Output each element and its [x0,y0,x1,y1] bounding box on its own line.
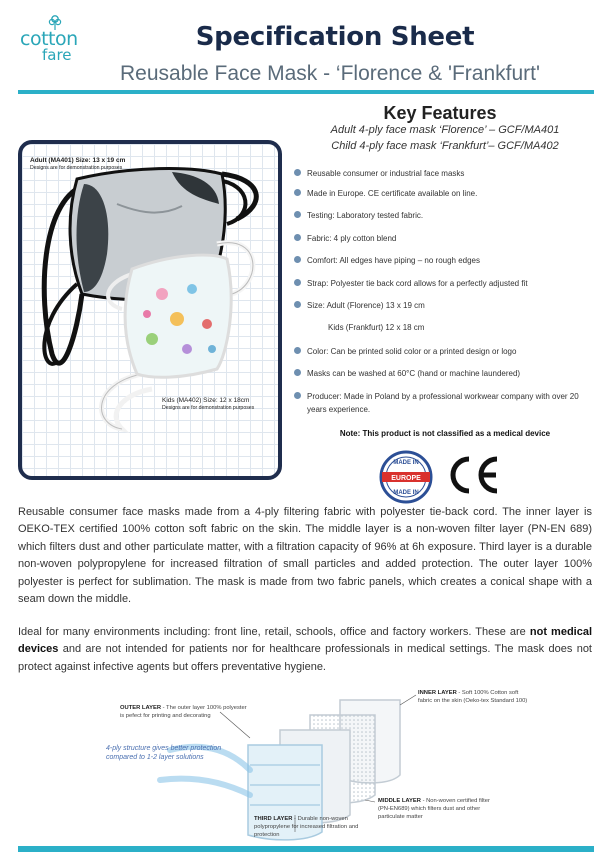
inner-layer-label: INNER LAYER - Soft 100% Cotton soft fabric on the skin (Oeko-tex Standard 100) [418,690,528,704]
bullet-icon [294,392,301,399]
bullet-icon [294,169,301,176]
third-layer-label: THIRD LAYER - Durable non-woven polypropylene for increased filtration and protection [254,816,359,838]
bullet-icon [294,211,301,218]
medical-disclaimer: Note: This product is not classified as a medical device [339,429,551,438]
key-features-heading: Key Features [383,103,497,123]
outer-layer-label: OUTER LAYER - The outer layer 100% polyester is pefect for printing and decorating [120,705,247,719]
size-kids-line: Kids (Frankfurt) 12 x 18 cm [328,323,425,332]
footer-divider [18,846,594,852]
page-subtitle: Reusable Face Mask - ‘Florence & 'Frankfurt' [120,62,540,85]
logo-text-bottom: fare [42,46,72,64]
page-title: Specification Sheet [195,22,475,52]
bullet-icon [294,256,301,263]
bullet-icon [294,189,301,196]
description-paragraph: Reusable consumer face masks made from a 4-ply filtering fabric with polyester tie-back cord. The inner layer is OEKO-TEX certified 100% cotton soft fabric on the skin. The middle layer is a non-woven filter layer (PN-EN 689) which filters dust and other particulate matter, with a filtration capacity of 96% at 6h exposure. Third layer is a durable non-woven polypropylene for increased filtration of small particles and added protection. The outer layer 100% polyester is perfect for sublimation. The mask is made from two fabric panels, which creates a conical shape with a seam down the middle. [18,506,592,606]
adult-mask-caption: Adult (MA401) Size: 13 x 19 cm Designs are for demonstration purposes [30,157,126,172]
adult-model-line: Adult 4-ply face mask ‘Florence’ – GCF/MA401 [330,124,560,136]
bullet-icon [294,279,301,286]
made-in-europe-badge [379,450,433,504]
bullet-icon [294,347,301,354]
header-divider [18,90,594,94]
child-model-line: Child 4-ply face mask ‘Frankfurt’– GCF/MA402 [331,140,559,152]
bullet-icon [294,369,301,376]
middle-layer-label: MIDDLE LAYER - Non-woven certified filter (PN-EN689) which filters dust and other particulate matter [378,798,490,820]
usage-paragraph: Ideal for many environments including: front line, retail, schools, office and factory workers. These are not medical devices and are not intended for patients nor for healthcare professionals in medical settings. The mask does not protect against infective agents but offers preventative hygiene. [18,626,593,673]
badge-europe: EUROPE [391,475,421,482]
logo-text-top: cotton [20,28,78,50]
bullet-icon [294,301,301,308]
face-masks-illustration [22,144,278,476]
four-ply-note: 4-ply structure gives better protection compared to 1-2 layer solutions [106,745,222,762]
cottonfare-logo [18,14,88,62]
badge-made-in-bottom: MADE IN [393,490,419,496]
badge-made-in-top: MADE IN [393,460,419,466]
ce-mark-icon [446,453,502,497]
bullet-icon [294,234,301,241]
not-medical-emphasis: not medical devices [18,626,593,656]
kids-mask-caption: Kids (MA402) Size: 12 x 18cm Designs are for demonstration purposes [162,397,255,412]
product-photo [18,140,282,480]
